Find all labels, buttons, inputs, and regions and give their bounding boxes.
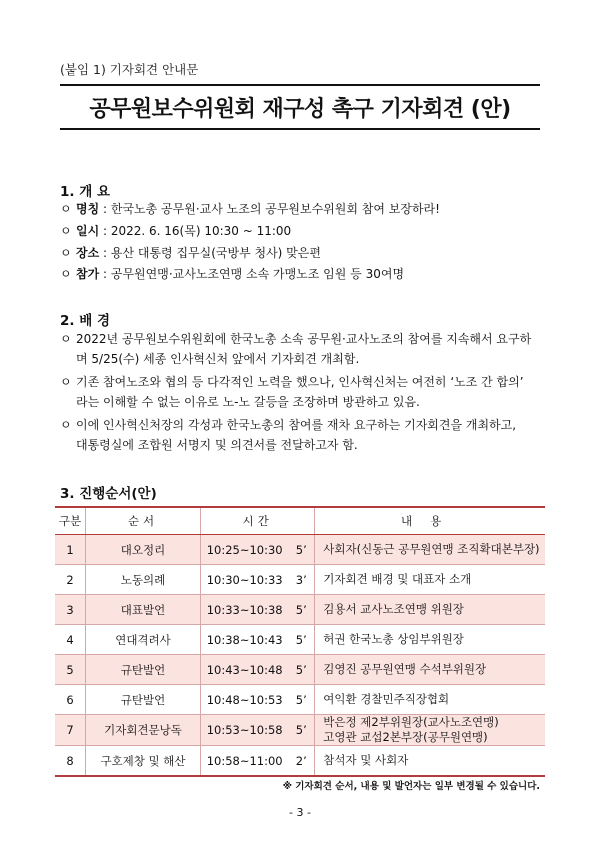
row-content: [315, 565, 545, 595]
row-time: 10:33~10:38: [201, 595, 289, 625]
row-content-line: 허권 한국노총 상임부위원장: [323, 632, 464, 646]
row-num: 2: [55, 565, 86, 595]
schedule-row: [55, 535, 545, 565]
row-time: 10:43~10:48: [201, 655, 289, 685]
background-para-2: ㅇ 기존 참여노조와 협의 등 다각적인 노력을 했으나, 인사혁신처는 여전히 ‘노조 간 합의’ 라는 이해할 수 없는 이유로 노-노 갈등을 조장하며 방관하고 있음.: [60, 375, 524, 409]
row-order: 기자회견문낭독: [86, 715, 201, 746]
row-order: 규탄발언: [86, 685, 201, 715]
schedule-row: [55, 746, 545, 777]
row-num: 8: [55, 746, 86, 777]
row-content-line: 기자회견 배경 및 대표자 소개: [323, 572, 472, 586]
row-content-line: 김영진 공무원연맹 수석부위원장: [323, 662, 487, 676]
row-num: 7: [55, 715, 86, 746]
row-content-line: 고영관 교섭2본부장(공무원연맹): [323, 730, 488, 744]
row-duration: 3’: [288, 565, 315, 595]
overview-item-datetime: ㅇ 일시 : 2022. 6. 16(목) 10:30 ~ 11:00: [60, 224, 292, 238]
section2-heading: 2. 배 경: [60, 313, 111, 329]
row-content: [315, 685, 545, 715]
row-order: 규탄발언: [86, 655, 201, 685]
row-order: 대표발언: [86, 595, 201, 625]
row-time: 10:38~10:43: [201, 625, 289, 655]
schedule-row: [55, 565, 545, 595]
section3-heading: 3. 진행순서(안): [60, 486, 157, 502]
row-content-line: 박은정 제2부위원장(교사노조연맹): [323, 715, 499, 729]
schedule-row: [55, 715, 545, 746]
row-num: 3: [55, 595, 86, 625]
page-number: - 3 -: [289, 806, 311, 819]
section1-heading: 1. 개 요: [60, 184, 111, 200]
row-duration: 5’: [288, 655, 315, 685]
row-duration: 5’: [288, 625, 315, 655]
background-para-3: ㅇ 이에 인사혁신처장의 각성과 한국노총의 참여를 재차 요구하는 기자회견을 개최하고, 대통령실에 조합원 서명지 및 의견서를 전달하고자 함.: [60, 418, 517, 452]
document-title: 공무원보수위원회 재구성 촉구 기자회견 (안): [89, 96, 511, 122]
schedule-row: [55, 595, 545, 625]
schedule-row: [55, 685, 545, 715]
row-order: 대오정리: [86, 535, 201, 565]
row-time: 10:58~11:00: [201, 746, 289, 777]
row-content-line: 참석자 및 사회자: [323, 753, 409, 767]
row-content-line: 사회자(신동근 공무원연맹 조직확대본부장): [323, 542, 540, 556]
row-content-line: 여익환 경찰민주직장협회: [323, 692, 450, 706]
overview-item-name: ㅇ 명칭 : 한국노총 공무원·교사 노조의 공무원보수위원회 참여 보장하라!: [60, 202, 440, 216]
row-time: 10:25~10:30: [201, 535, 289, 565]
header-order: 순서: [86, 507, 201, 535]
row-content: [315, 535, 545, 565]
row-num: 5: [55, 655, 86, 685]
header-content: 내용: [315, 507, 545, 535]
schedule-note: ※ 기자회견 순서, 내용 및 발언자는 일부 변경될 수 있습니다.: [282, 781, 540, 792]
row-content: [315, 746, 545, 777]
row-content: [315, 715, 545, 746]
header-num: 구분: [55, 507, 86, 535]
row-num: 4: [55, 625, 86, 655]
row-order: 노동의례: [86, 565, 201, 595]
row-content: [315, 625, 545, 655]
row-time: 10:48~10:53: [201, 685, 289, 715]
background-para-1: ㅇ 2022년 공무원보수위원회에 한국노총 소속 공무원·교사노조의 참여를 지속해서 요구하 며 5/25(수) 세종 인사혁신처 앞에서 기자회견 개최함.: [60, 332, 532, 366]
row-time: 10:53~10:58: [201, 715, 289, 746]
row-order: 구호제창 및 해산: [86, 746, 201, 777]
row-duration: 5’: [288, 715, 315, 746]
row-content: [315, 655, 545, 685]
row-order: 연대격려사: [86, 625, 201, 655]
header-time: 시간: [201, 507, 315, 535]
row-num: 6: [55, 685, 86, 715]
row-content-line: 김용서 교사노조연맹 위원장: [323, 602, 464, 616]
title-box: [60, 84, 540, 130]
schedule-table: [55, 506, 545, 777]
schedule-row: [55, 625, 545, 655]
row-duration: 2’: [288, 746, 315, 777]
row-duration: 5’: [288, 595, 315, 625]
overview-item-participants: ㅇ 참가 : 공무원연맹·교사노조연맹 소속 가맹노조 임원 등 30여명: [60, 267, 405, 281]
schedule-header-row: [55, 507, 545, 535]
row-content: [315, 595, 545, 625]
row-time: 10:30~10:33: [201, 565, 289, 595]
row-num: 1: [55, 535, 86, 565]
row-duration: 5’: [288, 685, 315, 715]
attachment-label: (붙임 1) 기자회견 안내문: [60, 62, 199, 77]
row-duration: 5’: [288, 535, 315, 565]
schedule-row: [55, 655, 545, 685]
overview-item-place: ㅇ 장소 : 용산 대통령 집무실(국방부 청사) 맞은편: [60, 246, 321, 260]
